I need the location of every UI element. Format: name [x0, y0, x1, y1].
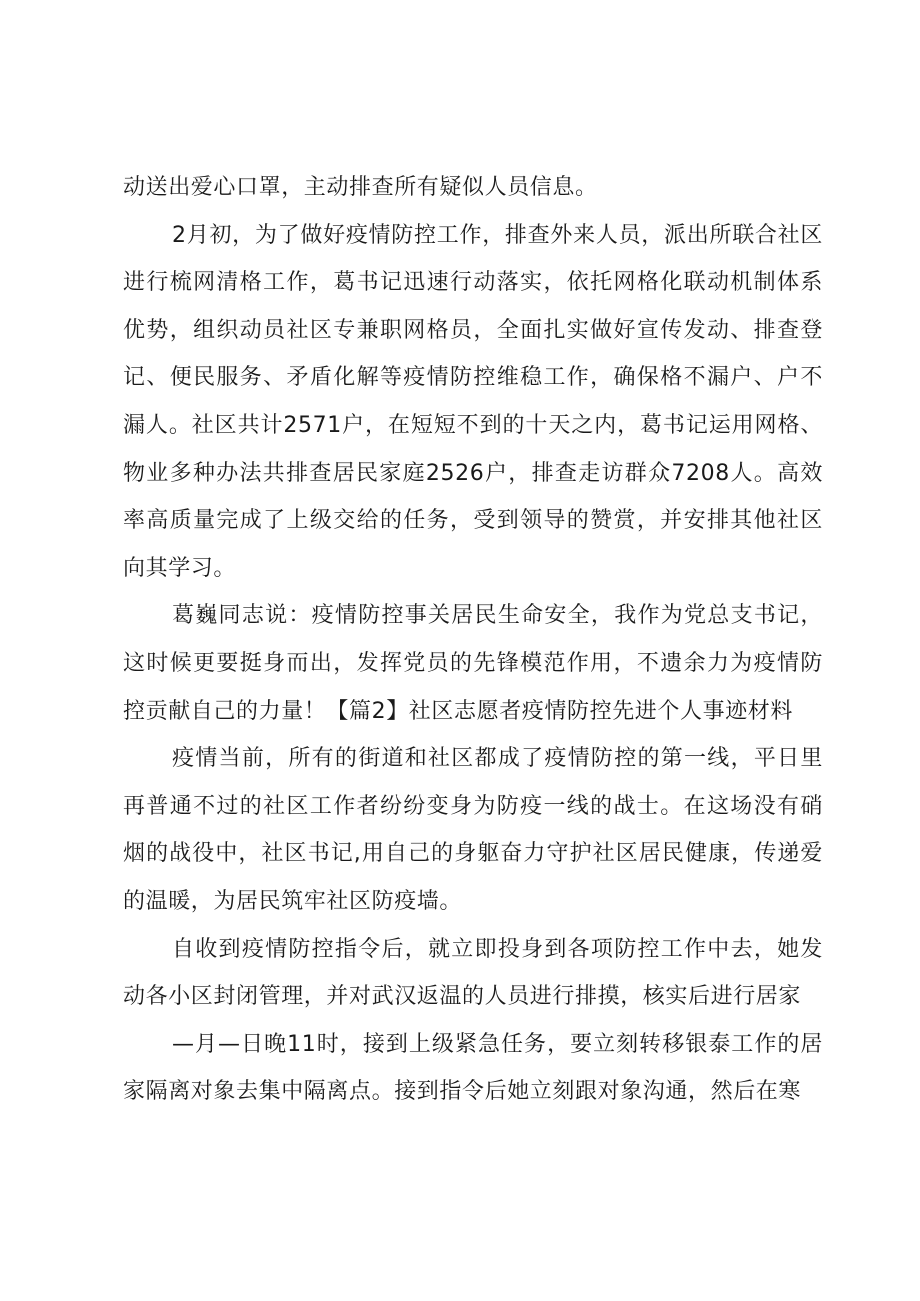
paragraph-3: 葛巍同志说：疫情防控事关居民生命安全，我作为党总支书记，这时候更要挺身而出，发挥党员的先锋模范作用，不遗余力为疫情防控贡献自己的力量！【篇2】社区志愿者疫情防控先进个人事迹材料 — [123, 603, 823, 724]
paragraph-5: 自收到疫情防控指令后，就立即投身到各项防控工作中去，她发动各小区封闭管理，并对武汉返温的人员进行排摸，核实后进行居家 — [123, 936, 823, 1010]
paragraph-2: 2月初，为了做好疫情防控工作，排查外来人员，派出所联合社区进行梳网清格工作，葛书记迅速行动落实，依托网格化联动机制体系优势，组织动员社区专兼职网格员，全面扎实做好宣传发动、排查登记、便民服务、矛盾化解等疫情防控维稳工作，确保格不漏户、户不漏人。社区共计2571户，在短短不到的十天之内，葛书记运用网格、物业多种办法共排查居民家庭2526户，排查走访群众7208人。高效率高质量完成了上级交给的任务，受到领导的赞赏，并安排其他社区向其学习。 — [123, 222, 823, 581]
paragraph-6: —月—日晚11时，接到上级紧急任务，要立刻转移银泰工作的居家隔离对象去集中隔离点。接到指令后她立刻跟对象沟通，然后在寒 — [123, 1031, 823, 1105]
paragraph-1: 动送出爱心口罩，主动排查所有疑似人员信息。 — [123, 175, 598, 200]
paragraph-4: 疫情当前，所有的街道和社区都成了疫情防控的第一线，平日里再普通不过的社区工作者纷纷变身为防疫一线的战士。在这场没有硝烟的战役中，社区书记,用自己的身躯奋力守护社区居民健康，传递爱的温暖，为居民筑牢社区防疫墙。 — [123, 746, 823, 914]
document-body — [123, 164, 823, 1116]
